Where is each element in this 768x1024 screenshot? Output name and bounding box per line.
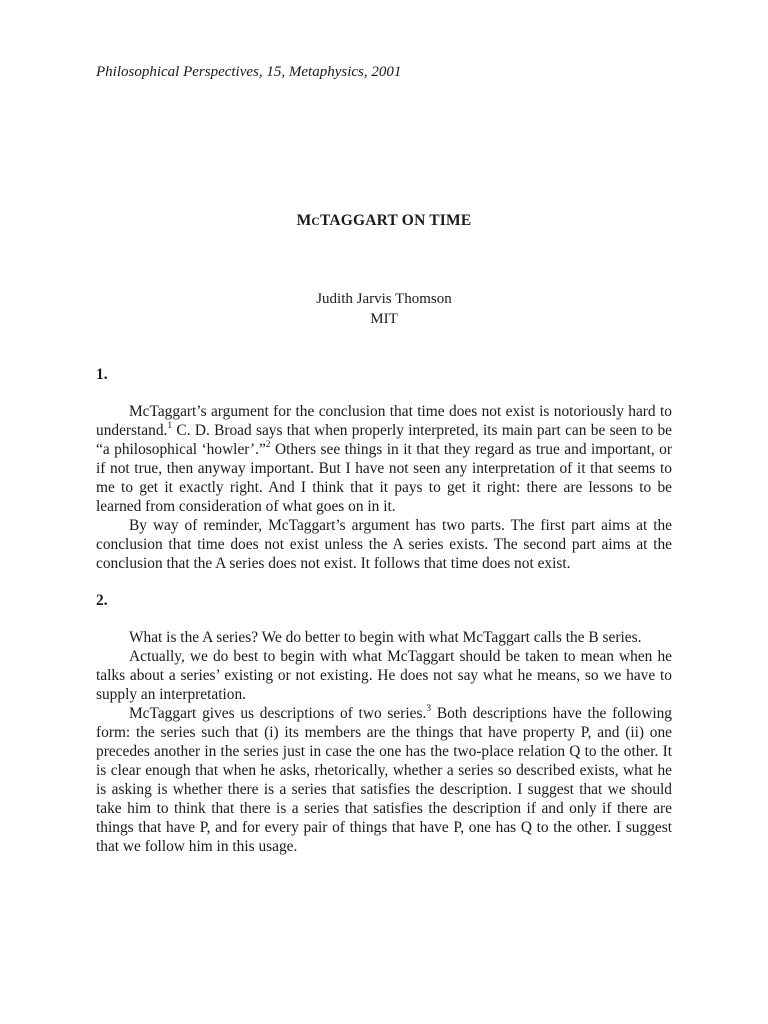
paragraph-text: C. D. Broad says that when properly interpreted, its main part can be seen to be “a philosophical ‘howler’.” <box>96 422 672 458</box>
footnote-marker: 1 <box>167 420 173 431</box>
paragraph-text: Others see things in it that they regard as true and important, or if not true, then anyway important. But I have not seen any interpretation of it that seems to me to get it exactly right. And I think that it pays to get it right: there are lessons to be learned from consideration of what goes on in it. <box>96 441 672 515</box>
author-block <box>0 289 768 329</box>
title-rest: TAGGART ON TIME <box>319 212 472 229</box>
footnote-marker: 3 <box>426 703 432 714</box>
section-heading-2: 2. <box>96 592 108 609</box>
paragraph: Actually, we do best to begin with what McTaggart should be taken to mean when he talks about a series’ existing or not existing. He does not say what he means, so we have to supply an interpretation. <box>96 648 672 703</box>
running-head: Philosophical Perspectives, 15, Metaphysics, 2001 <box>96 64 402 80</box>
article-title <box>0 212 768 230</box>
paragraph: What is the A series? We do better to begin with what McTaggart calls the B series. <box>129 629 642 646</box>
author-name: Judith Jarvis Thomson <box>316 291 452 307</box>
paragraph-text: McTaggart gives us descriptions of two series. <box>129 705 427 722</box>
paragraph <box>96 402 672 516</box>
footnote-marker: 2 <box>265 439 271 450</box>
article-body <box>96 365 672 856</box>
paragraph: By way of reminder, McTaggart’s argument has two parts. The first part aims at the conclusion that time does not exist unless the A series exists. The second part aims at the conclusion that the A series does not exist. It follows that time does not exist. <box>96 517 672 572</box>
title-small-caps: C <box>311 216 320 228</box>
paragraph-text: Both descriptions have the following form: the series such that (i) its members are the things that have property P, and (ii) one precedes another in the series just in case the one has the two-place relation Q to the other. It is clear enough that when he asks, rhetorically, whether a series so described exists, what he is asking is whether there is a series that satisfies the description. I suggest that we should take him to think that there is a series that satisfies the description if and only if there are things that have P, and for every pair of things that have P, one has Q to the other. I suggest that we follow him in this usage. <box>96 705 672 855</box>
section-heading-1: 1. <box>96 366 108 383</box>
title-first-letter: M <box>296 212 312 229</box>
author-affiliation: MIT <box>370 311 398 327</box>
paragraph <box>96 704 672 856</box>
paragraph-text: McTaggart’s argument for the conclusion that time does not exist is notoriously hard to understand. <box>96 403 672 439</box>
